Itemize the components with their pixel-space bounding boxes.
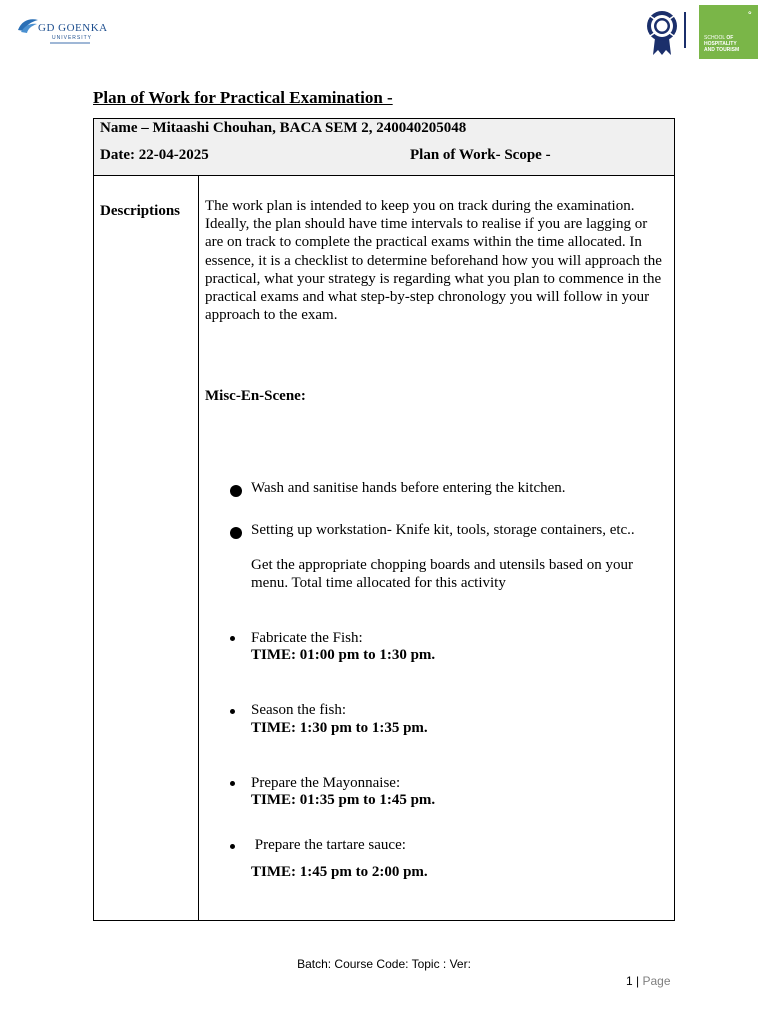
bullet-icon [230, 709, 235, 714]
bullet-icon [230, 781, 235, 786]
page-label: Page [642, 974, 671, 988]
footer-batch-line: Batch: Course Code: Topic : Ver: [297, 957, 471, 971]
school-mini-mark: ✿ [748, 10, 752, 15]
crest-icon [644, 8, 680, 56]
task-time: TIME: 1:30 pm to 1:35 pm. [251, 720, 428, 736]
bullet-icon [230, 527, 242, 539]
task-time: TIME: 1:45 pm to 2:00 pm. [251, 864, 428, 880]
task-label: Prepare the tartare sauce: [251, 837, 406, 853]
plan-table [93, 118, 675, 921]
misc-item: Setting up workstation- Knife kit, tools, storage containers, etc.. [251, 522, 635, 538]
school-logo-text: SCHOOL OF HOSPITALITY AND TOURISM [704, 35, 740, 53]
misc-heading: Misc-En-Scene: [205, 388, 306, 404]
university-sub: UNIVERSITY [52, 35, 93, 41]
column-divider [198, 175, 199, 920]
task-label: Prepare the Mayonnaise: [251, 775, 401, 791]
student-name-line: Name – Mitaashi Chouhan, BACA SEM 2, 240040205048 [100, 120, 467, 136]
misc-note: Get the appropriate chopping boards and utensils based on your menu. Total time allocated for this activity [251, 557, 633, 592]
wings-icon [16, 16, 40, 36]
page-title: Plan of Work for Practical Examination - [93, 88, 393, 107]
table-header [94, 119, 674, 176]
descriptions-label: Descriptions [100, 203, 180, 219]
page-number-value: 1 [626, 974, 633, 988]
date-line: Date: 22-04-2025 [100, 147, 209, 163]
task-label: Fabricate the Fish: [251, 630, 363, 646]
scope-line: Plan of Work- Scope - [410, 147, 551, 163]
bullet-icon [230, 844, 235, 849]
logo-underline [50, 42, 90, 44]
university-name: GD GOENKA [38, 22, 108, 34]
school-logo [699, 5, 758, 59]
task-time: TIME: 01:35 pm to 1:45 pm. [251, 792, 436, 808]
university-logo [16, 14, 108, 48]
bullet-icon [230, 636, 235, 641]
task-label: Season the fish: [251, 702, 346, 718]
bullet-icon [230, 485, 242, 497]
intro-paragraph: The work plan is intended to keep you on track during the examination. Ideally, the plan should have time intervals to realise if you are lagging or are on track to complete the practical exams within the time allocated. In essence, it is a checklist to determine beforehand how you will approach the practical, what your strategy is regarding what you plan to commence in the practical exams and what step-by-step chronology you will follow in your approach to the exam. [205, 198, 662, 324]
logo-divider [684, 12, 686, 48]
task-time: TIME: 01:00 pm to 1:30 pm. [251, 647, 436, 663]
misc-item: Wash and sanitise hands before entering the kitchen. [251, 480, 566, 496]
page-number [626, 974, 671, 988]
page-separator: | [636, 974, 640, 988]
